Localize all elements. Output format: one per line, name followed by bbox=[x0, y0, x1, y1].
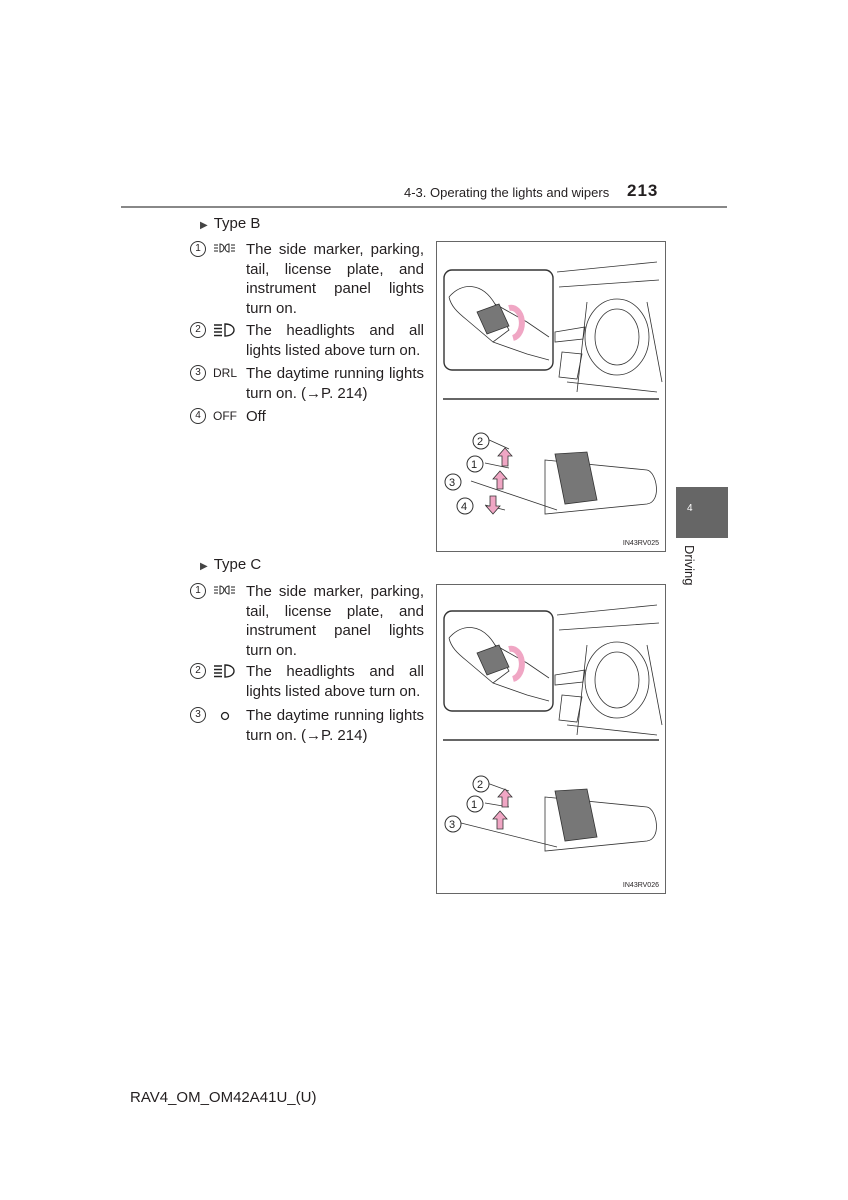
callout-label: 3 bbox=[449, 819, 456, 831]
side-marker-lights-icon bbox=[213, 241, 241, 257]
callout-label: 2 bbox=[477, 779, 484, 791]
figure-type-b bbox=[436, 241, 666, 552]
number-circle: 1 bbox=[190, 583, 206, 599]
triangle-bullet-icon: ▶ bbox=[200, 561, 208, 572]
callout-label: 4 bbox=[461, 501, 468, 513]
number-circle: 3 bbox=[190, 707, 206, 723]
item-text: The headlights and all lights listed above turn on. bbox=[246, 663, 424, 700]
circle-icon bbox=[213, 707, 241, 723]
callout-label: 1 bbox=[471, 799, 478, 811]
chapter-number: 4 bbox=[687, 503, 693, 514]
dashboard-illustration bbox=[437, 242, 665, 551]
callout-label: 2 bbox=[477, 436, 484, 448]
number-circle: 2 bbox=[190, 663, 206, 679]
type-b-heading: ▶ Type B bbox=[200, 215, 261, 232]
number-circle: 4 bbox=[190, 408, 206, 424]
triangle-bullet-icon: ▶ bbox=[200, 220, 208, 231]
item-text: The side marker, parking, tail, license plate, and instrument panel lights turn on. bbox=[246, 583, 424, 659]
page-number: 213 bbox=[627, 181, 659, 200]
item-text: The daytime running lights turn on. (→P. 214) bbox=[246, 365, 424, 402]
callout-label: 1 bbox=[471, 459, 478, 471]
callout-label: 3 bbox=[449, 477, 456, 489]
item-text: The headlights and all lights listed above turn on. bbox=[246, 322, 424, 359]
figure-code: IN43RV025 bbox=[622, 540, 659, 547]
drl-symbol: DRL bbox=[213, 366, 238, 380]
item-text: The daytime running lights turn on. (→P. 214) bbox=[246, 707, 424, 744]
section-title: 4-3. Operating the lights and wipers bbox=[404, 185, 610, 200]
document-code: RAV4_OM_OM42A41U_(U) bbox=[130, 1089, 317, 1106]
number-circle: 3 bbox=[190, 365, 206, 381]
header-rule bbox=[121, 206, 727, 208]
number-circle: 2 bbox=[190, 322, 206, 338]
dashboard-illustration bbox=[437, 585, 665, 893]
figure-code: IN43RV026 bbox=[622, 882, 659, 889]
type-c-heading: ▶ Type C bbox=[200, 556, 262, 573]
headlight-icon bbox=[213, 322, 241, 338]
item-text: Off bbox=[246, 408, 266, 425]
number-circle: 1 bbox=[190, 241, 206, 257]
item-text: The side marker, parking, tail, license plate, and instrument panel lights turn on. bbox=[246, 241, 424, 317]
side-marker-lights-icon bbox=[213, 583, 241, 599]
headlight-icon bbox=[213, 663, 241, 679]
chapter-tab bbox=[676, 487, 728, 538]
off-symbol: OFF bbox=[213, 409, 237, 423]
chapter-label: Driving bbox=[682, 545, 697, 586]
figure-type-c bbox=[436, 584, 666, 894]
